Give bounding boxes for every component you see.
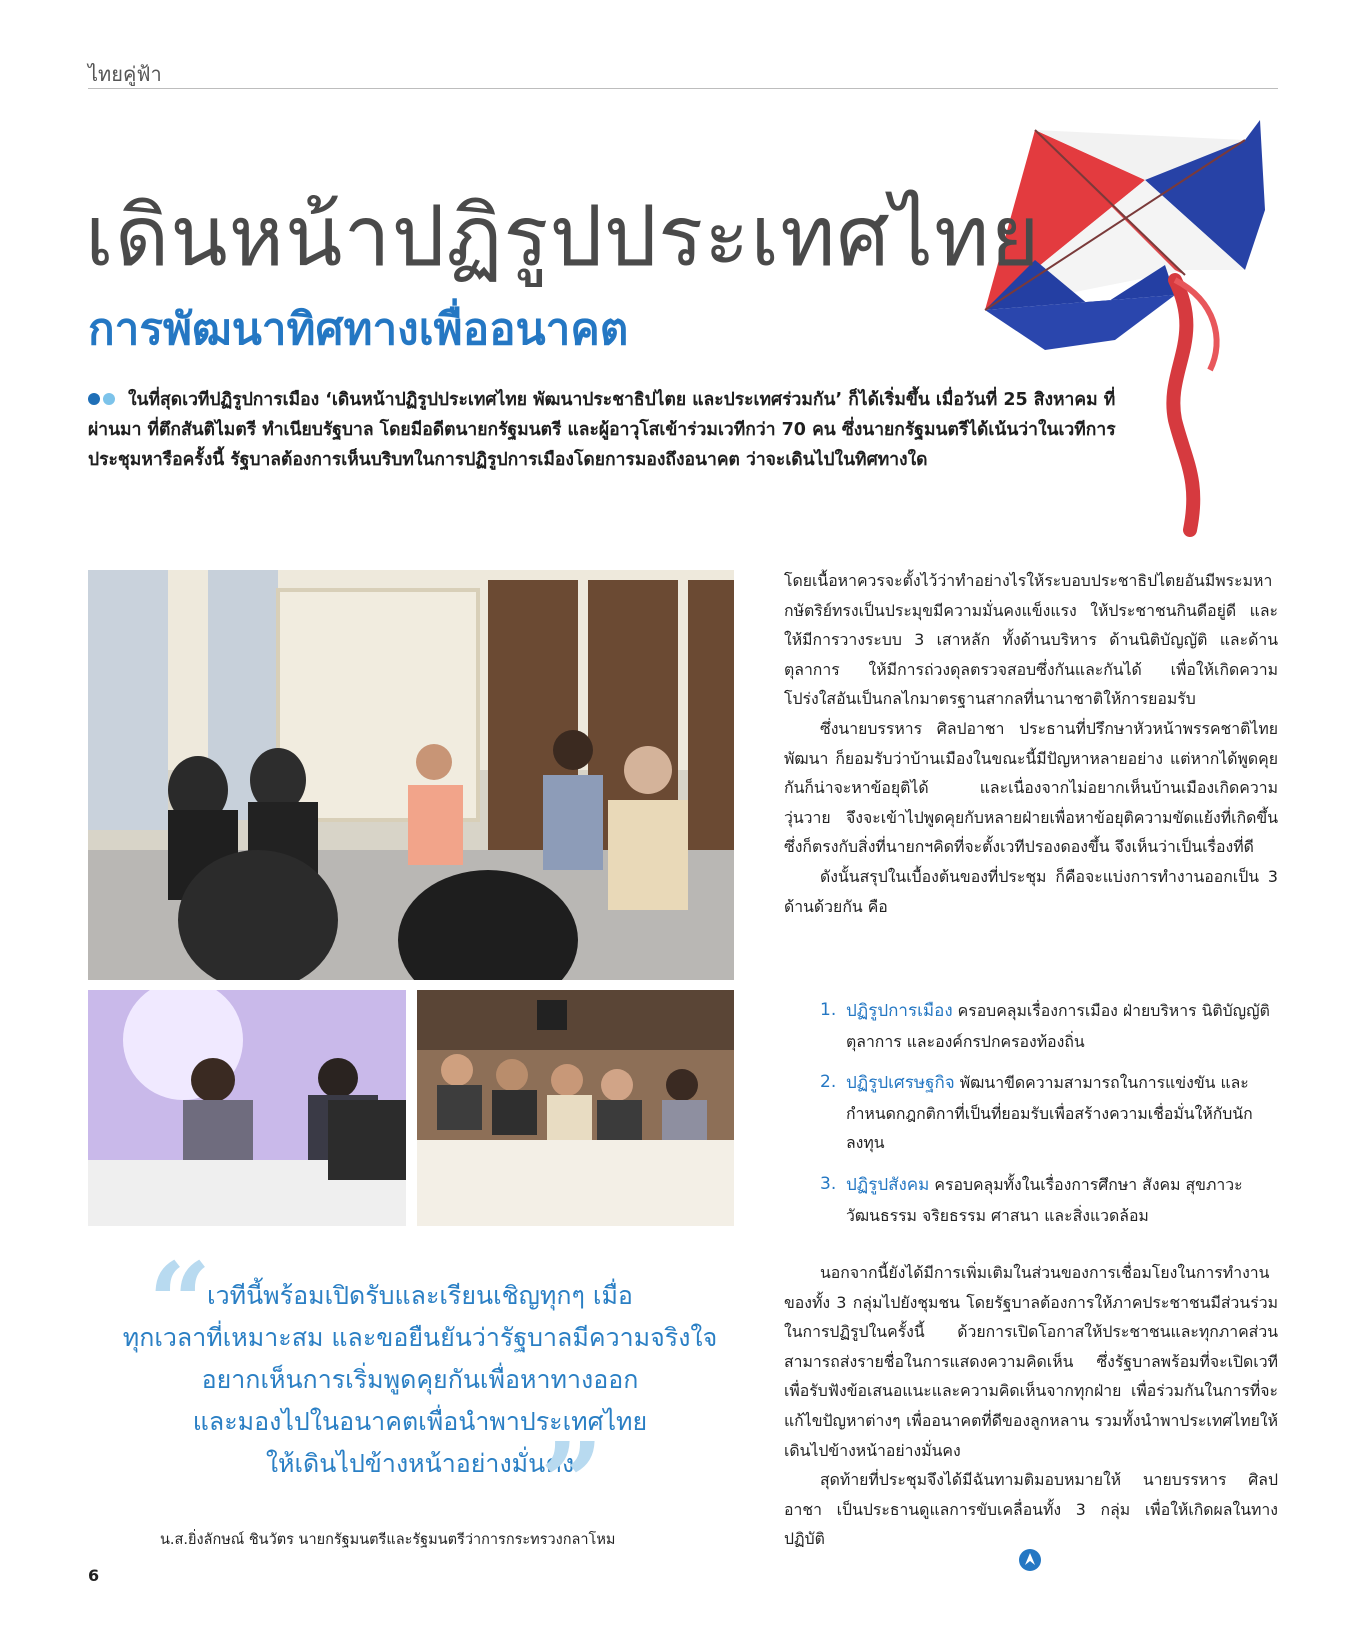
list-keyword: ปฏิรูปการเมือง	[846, 1001, 953, 1021]
list-item	[820, 996, 1280, 1056]
list-keyword: ปฏิรูปสังคม	[846, 1174, 930, 1195]
quote-line: อยากเห็นการเริ่มพูดคุยกันเพื่อหาทางออก	[201, 1365, 639, 1394]
quote-line: เวทีนี้พร้อมเปิดรับและเรียนเชิญทุกๆ เมื่อ	[207, 1281, 633, 1310]
body-paragraph: สุดท้ายที่ประชุมจึงได้มีฉันทามติมอบหมายให้ นายบรรหาร ศิลปอาชา เป็นประธานดูแลการขับเคลื่อนทั้ง 3 กลุ่ม เพื่อให้เกิดผลในทางปฏิบัติ	[784, 1470, 1278, 1549]
body-paragraph: โดยเนื้อหาควรจะตั้งไว้ว่าทำอย่างไรให้ระบอบประชาธิปไตยอันมีพระมหากษัตริย์ทรงเป็นประมุขมีความมั่นคงแข็งแรง ให้ประชาชนกินดีอยู่ดี และให้มีการวางระบบ 3 เสาหลัก ทั้งด้านบริหาร ด้านนิติบัญญัติ และด้านตุลาการ ให้มีการถ่วงดุลตรวจสอบซึ่งกันและกันได้ เพื่อให้เกิดความโปร่งใสอันเป็นกลไกมาตรฐานสากลที่นานาชาติให้การยอมรับ	[784, 571, 1278, 709]
list-text: ครอบคลุมทั้งในเรื่องการศึกษา สังคม สุขภาวะ วัฒนธรรม จริยธรรม ศาสนา และสิ่งแวดล้อม	[846, 1174, 1243, 1225]
list-text: พัฒนาขีดความสามารถในการแข่งขัน และกำหนดกฎกติกาที่เป็นที่ยอมรับเพื่อสร้างความเชื่อมั่นให้กับนักลงทุน	[846, 1073, 1253, 1153]
quote-line: ให้เดินไปข้างหน้าอย่างมั่นคง	[265, 1449, 575, 1478]
open-quote-icon: “	[148, 1238, 212, 1367]
list-keyword: ปฏิรูปเศรษฐกิจ	[846, 1073, 955, 1094]
subtitle: การพัฒนาทิศทางเพื่ออนาคต	[88, 304, 629, 355]
intro-text: ในที่สุดเวทีปฏิรูปการเมือง ‘เดินหน้าปฏิรูปประเทศไทย พัฒนาประชาธิปไตย และประเทศร่วมกัน’ ก็ได้เริ่มขึ้น เมื่อวันที่ 25 สิงหาคม ที่ผ่านมา ที่ตึกสันติไมตรี ทำเนียบรัฐบาล โดยมีอดีตนายกรัฐมนตรี และผู้อาวุโสเข้าร่วมเวทีกว่า 70 คน ซึ่งนายกรัฐมนตรีได้เน้นว่าในเวทีการประชุมหารือครั้งนี้ รัฐบาลต้องการเห็นบริบทในการปฏิรูปการเมืองโดยการมองถึงอนาคต ว่าจะเดินไปในทิศทางใด	[88, 390, 1116, 470]
conference-table-photo	[417, 990, 734, 1226]
quote-line: และมองไปในอนาคตเพื่อนำพาประเทศไทย	[192, 1407, 648, 1436]
close-quote-icon: ”	[540, 1418, 604, 1547]
meeting-room-photo	[88, 570, 734, 980]
main-title: เดินหน้าปฏิรูปประเทศไทย	[85, 187, 1041, 285]
list-number: 1.	[820, 1000, 837, 1020]
list-text: ครอบคลุมเรื่องการเมือง ฝ่ายบริหาร นิติบัญญัติ ตุลาการ และองค์กรปกครองท้องถิ่น	[846, 1001, 1270, 1051]
intro-paragraph	[88, 385, 1128, 475]
page-number: 6	[88, 1566, 100, 1585]
body-paragraph: ซึ่งนายบรรหาร ศิลปอาชา ประธานที่ปรึกษาหัวหน้าพรรคชาติไทยพัฒนา ก็ยอมรับว่าบ้านเมืองในขณะนี้มีปัญหาหลายอย่าง แต่หากได้พูดคุยกันก็น่าจะหาข้อยุติได้ และเนื่องจากไม่อยากเห็นบ้านเมืองเกิดความวุ่นวาย จึงจะเข้าไปพูดคุยกับหลายฝ่ายเพื่อหาข้อยุติความขัดแย้งที่เกิดขึ้น ซึ่งก็ตรงกับสิ่งที่นายกฯคิดที่จะตั้งเวทีปรองดองขึ้น จึงเห็นว่าเป็นเรื่องที่ดี	[784, 718, 1278, 857]
pull-quote	[100, 1275, 740, 1485]
list-number: 3.	[820, 1173, 837, 1194]
article-body-top	[784, 566, 1278, 921]
list-item	[820, 1068, 1280, 1158]
body-paragraph: นอกจากนี้ยังได้มีการเพิ่มเติมในส่วนของการเชื่อมโยงในการทำงานของทั้ง 3 กลุ่มไปยังชุมชน โดยรัฐบาลต้องการให้ภาคประชาชนมีส่วนร่วมในการปฏิรูปในครั้งนี้ ด้วยการเปิดโอกาสให้ประชาชนและทุกภาคส่วนสามารถส่งรายชื่อในการแสดงความคิดเห็น ซึ่งรัฐบาลพร้อมที่จะเปิดเวทีเพื่อรับฟังข้อเสนอแนะและความคิดเห็นจากทุกฝ่าย เพื่อร่วมกันในการที่จะแก้ไขปัญหาต่างๆ เพื่ออนาคตที่ดีของลูกหลาน รวมทั้งนำพาประเทศไทยให้เดินไปข้างหน้าอย่างมั่นคง	[784, 1263, 1278, 1460]
article-body-bottom	[784, 1258, 1278, 1554]
quote-attribution: น.ส.ยิ่งลักษณ์ ชินวัตร นายกรัฐมนตรีและรัฐมนตรีว่าการกระทรวงกลาโหม	[160, 1532, 616, 1548]
government-emblem-icon	[1018, 1548, 1042, 1572]
section-label: ไทยคู่ฟ้า	[88, 62, 162, 86]
header-divider	[88, 88, 1278, 89]
body-paragraph: ดังนั้นสรุปในเบื้องต้นของที่ประชุม ก็คือจะแบ่งการทำงานออกเป็น 3 ด้านด้วยกัน คือ	[784, 866, 1278, 916]
reform-list	[820, 996, 1280, 1242]
list-item	[820, 1170, 1280, 1230]
podium-photo	[88, 990, 406, 1226]
quote-line: ทุกเวลาที่เหมาะสม และขอยืนยันว่ารัฐบาลมีความจริงใจ	[122, 1323, 718, 1352]
bullet-dots-icon	[88, 385, 118, 415]
list-number: 2.	[820, 1072, 837, 1093]
